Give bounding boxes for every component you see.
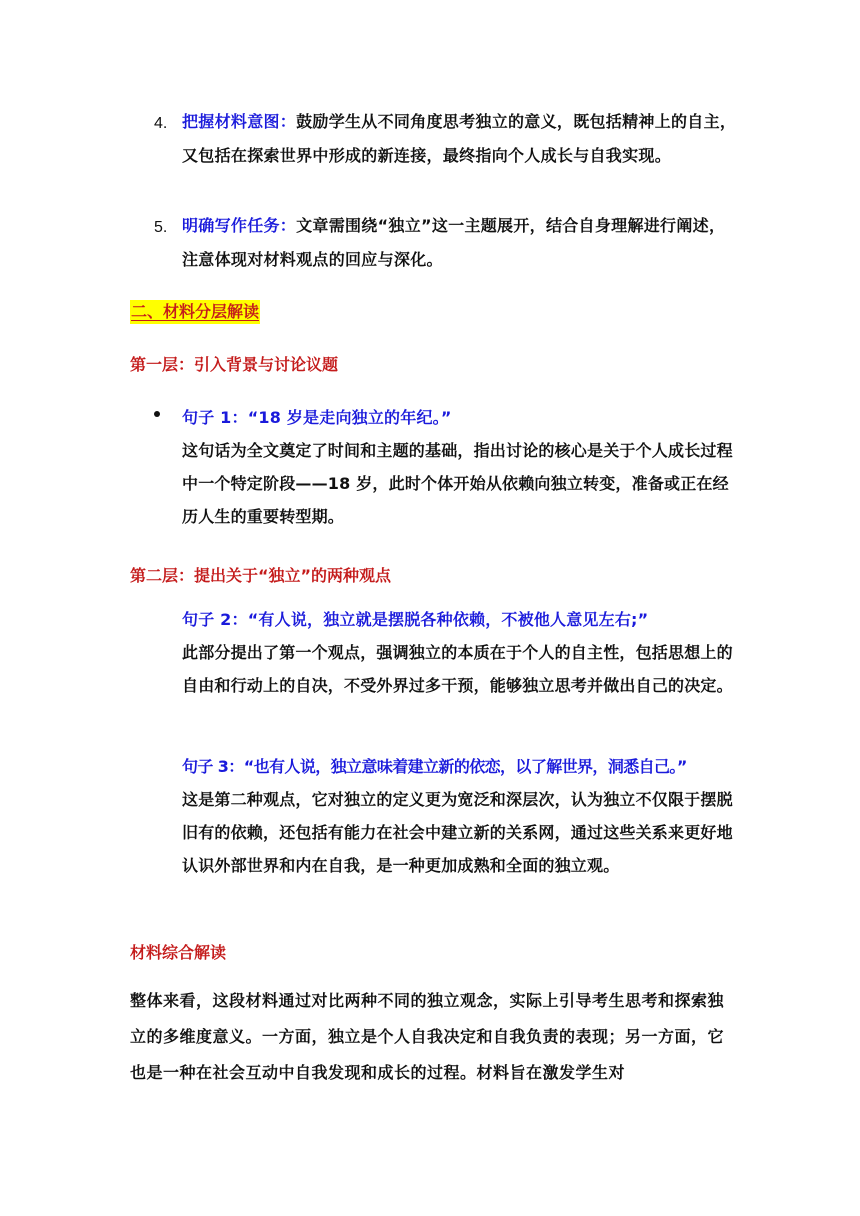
list-number: 5.: [154, 219, 168, 236]
sentence-1: 句子 1：“18 岁是走向独立的年纪。”: [182, 408, 452, 427]
sentence-2-explanation: 此部分提出了第一个观点，强调独立的本质在于个人的自主性，包括思想上的自由和行动上的自决，不受外界过多干预，能够独立思考并做出自己的决定。: [182, 643, 733, 695]
list-item-body: [182, 105, 737, 172]
list-number: 4.: [154, 115, 168, 132]
item-text: 文章需围绕“独立”这一主题展开，结合自身理解进行阐述，注意体现对材料观点的回应与深化。: [182, 216, 726, 269]
item-text: 鼓励学生从不同角度思考独立的意义，既包括精神上的自主，又包括在探索世界中形成的新连接，最终指向个人成长与自我实现。: [182, 112, 737, 165]
sentence-2: 句子 2：“有人说，独立就是摆脱各种依赖，不被他人意见左右;”: [182, 610, 649, 629]
summary-heading: 材料综合解读: [130, 943, 227, 962]
sentence-3-explanation: 这是第二种观点，它对独立的定义更为宽泛和深层次，认为独立不仅限于摆脱旧有的依赖，还包括有能力在社会中建立新的关系网，通过这些关系来更好地认识外部世界和内在自我，是一种更加成熟和全面的独立观。: [182, 790, 733, 875]
item-label: 明确写作任务：: [182, 216, 297, 235]
layer1-heading: 第一层：引入背景与讨论议题: [130, 355, 339, 374]
sentence-3: 句子 3：“也有人说，独立意味着建立新的依恋，以了解世界，洞悉自己。”: [182, 757, 687, 776]
bullet-dot: [154, 411, 160, 417]
layer1-block: [182, 401, 737, 533]
list-item-body: [182, 209, 737, 276]
sentence-3-block: [182, 750, 737, 882]
sentence-1-explanation: 这句话为全文奠定了时间和主题的基础，指出讨论的核心是关于个人成长过程中一个特定阶段——18 岁，此时个体开始从依赖向独立转变，准备或正在经历人生的重要转型期。: [182, 441, 733, 526]
summary-text: 整体来看，这段材料通过对比两种不同的独立观念，实际上引导考生思考和探索独立的多维度意义。一方面，独立是个人自我决定和自我负责的表现；另一方面，它也是一种在社会互动中自我发现和成长的过程。材料旨在激发学生对: [130, 991, 725, 1082]
item-label: 把握材料意图：: [182, 112, 297, 131]
sentence-2-block: [182, 603, 737, 702]
section-heading: 二、材料分层解读: [130, 300, 260, 324]
layer2-heading: 第二层：提出关于“独立”的两种观点: [130, 566, 392, 585]
